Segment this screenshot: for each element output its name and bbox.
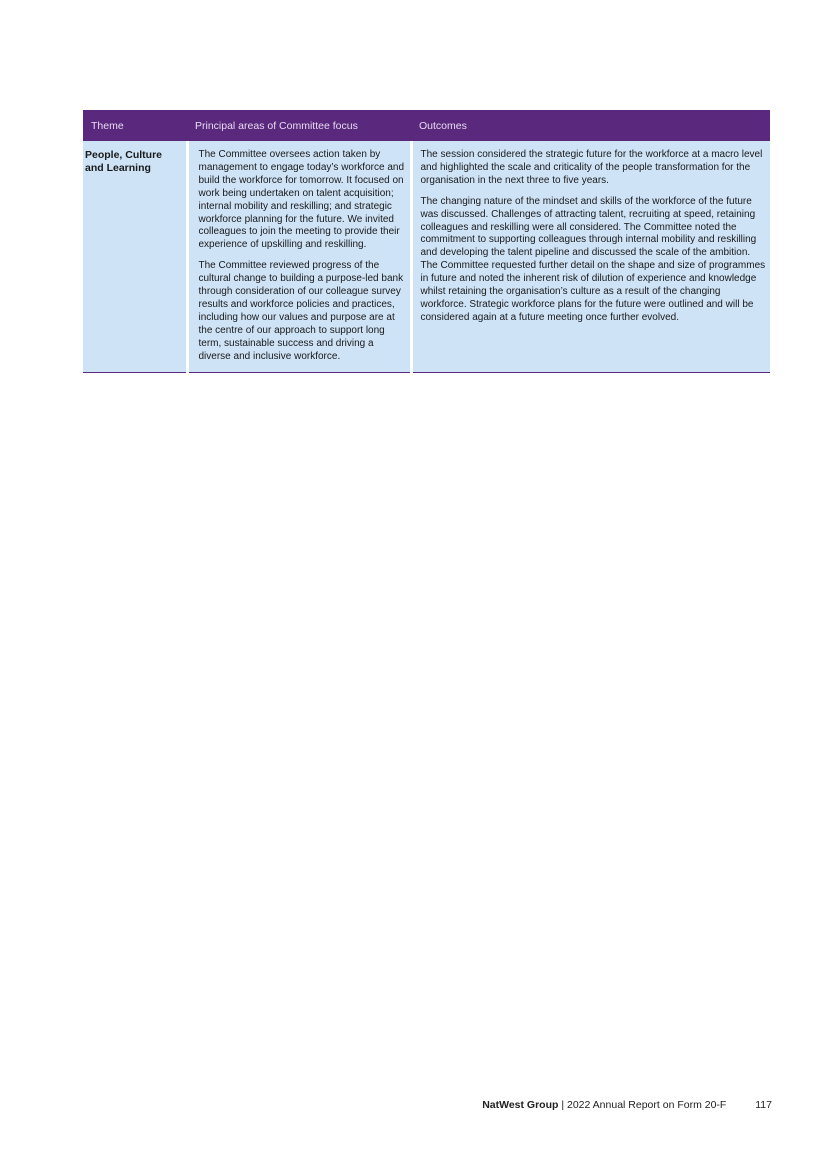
theme-cell: People, Culture and Learning [83, 141, 187, 372]
footer-report-title: 2022 Annual Report on Form 20-F [566, 1099, 727, 1111]
outcomes-cell [411, 141, 770, 372]
focus-cell [187, 141, 411, 372]
header-outcomes: Outcomes [411, 110, 770, 141]
table-row [83, 141, 770, 372]
footer-brand: NatWest Group [482, 1099, 559, 1111]
page-footer [482, 1099, 772, 1111]
committee-focus-table [83, 110, 770, 373]
header-focus: Principal areas of Committee focus [187, 110, 411, 141]
outcomes-paragraph: The changing nature of the mindset and skills of the workforce of the future was discussed. Challenges of attracting talent, recruiting at speed, retaining colleagues and reskilling were all considered. The Committee noted the commitment to supporting colleagues through internal mobility and reskilling and developing the talent pipeline and discussed the scale of the ambition. The Committee requested further detail on the shape and size of programmes in future and noted the inherent risk of dilution of experience and knowledge whilst retaining the organisation’s culture as a result of the changing workforce. Strategic workforce plans for the future were outlined and will be considered again at a future meeting once further evolved. [420, 195, 766, 323]
focus-paragraph: The Committee oversees action taken by management to engage today’s workforce and build the workforce for tomorrow. It focused on work being undertaken on talent acquisition; internal mobility and reskilling; and strategic workforce planning for the future. We invited colleagues to join the meeting to provide their experience of upskilling and reskilling. [198, 149, 405, 251]
header-theme: Theme [83, 110, 187, 141]
table-header-row [83, 110, 770, 141]
focus-paragraph: The Committee reviewed progress of the cultural change to building a purpose-led bank through consideration of our colleague survey results and workforce policies and practices, including how our values and purpose are at the centre of our approach to support long term, sustainable success and driving a diverse and inclusive workforce. [198, 260, 404, 362]
page-number: 117 [755, 1099, 772, 1111]
outcomes-paragraph: The session considered the strategic future for the workforce at a macro level and highlighted the scale and criticality of the people transformation for the organisation in the next three to five years. [420, 149, 763, 186]
footer-separator: | [558, 1099, 567, 1111]
